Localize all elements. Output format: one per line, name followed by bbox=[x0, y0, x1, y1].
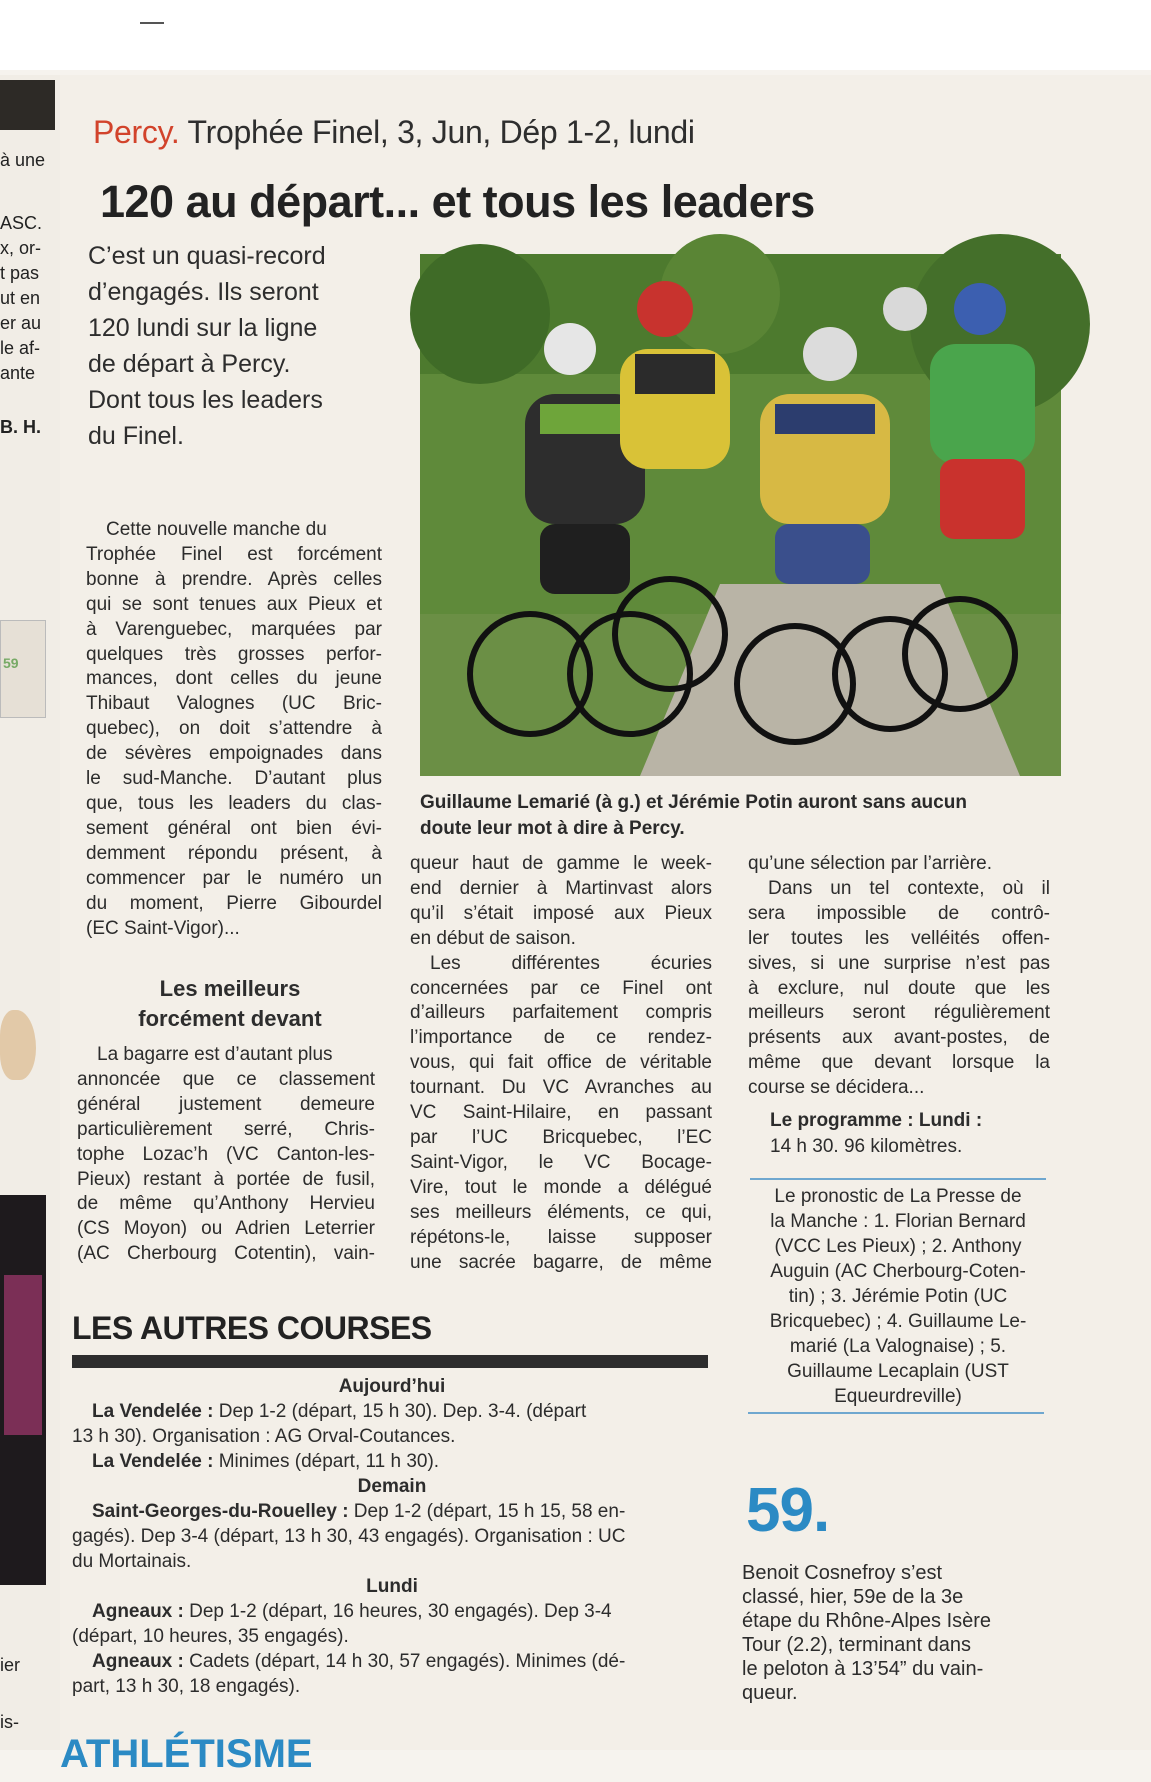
race-details: Dep 1-2 (départ, 15 h 30). Dep. 3-4. (départ bbox=[213, 1401, 587, 1422]
pronostic-line: tin) ; 3. Jérémie Potin (UC bbox=[788, 1286, 1008, 1307]
body-line: qu’une sélection par l’arrière. bbox=[748, 853, 992, 874]
race-details: Minimes (départ, 11 h 30). bbox=[213, 1451, 440, 1472]
body-line: de même qu’Anthony Hervieu bbox=[77, 1193, 375, 1215]
pen-mark bbox=[140, 22, 164, 24]
pronostic-line: Equeurdreville) bbox=[834, 1386, 962, 1407]
body-line: course se décidera... bbox=[748, 1077, 925, 1099]
race-place: Agneaux : bbox=[92, 1601, 184, 1622]
stat-line: le peloton à 13’54” du vain- bbox=[742, 1658, 984, 1680]
lead-line: Dont tous les leaders bbox=[88, 386, 323, 414]
body-line: l’importance de ce rendez- bbox=[410, 1027, 712, 1049]
pronostic-line: Auguin (AC Cherbourg-Coten- bbox=[770, 1261, 1026, 1282]
pronostic-line: Guillaume Lecaplain (UST bbox=[787, 1361, 1009, 1382]
subhead-line: Les meilleurs bbox=[159, 976, 301, 1001]
body-line: demment répondu présent, à bbox=[86, 842, 382, 864]
pronostic-line: la Manche : 1. Florian Bernard bbox=[770, 1211, 1026, 1232]
body-line: répétons-le, laisse supposer bbox=[410, 1226, 712, 1248]
race-entry-cont: du Mortainais. bbox=[72, 1551, 192, 1572]
other-races-title: LES AUTRES COURSES bbox=[72, 1310, 432, 1346]
body-line: ler toutes les velléités offen- bbox=[748, 927, 1050, 949]
pronostic-line: Le pronostic de La Presse de bbox=[774, 1186, 1022, 1207]
race-day: Aujourd’hui bbox=[338, 1376, 446, 1397]
next-section-title: ATHLÉTISME bbox=[60, 1732, 313, 1776]
body-line: ses meilleurs éléments, ce qui, bbox=[410, 1201, 712, 1223]
body-line: de sévères empoignades dans bbox=[86, 743, 382, 765]
left-fragment-bottom-2: is- bbox=[0, 1712, 19, 1732]
stat-line: Benoit Cosnefroy s’est bbox=[742, 1562, 943, 1584]
stat-line: classé, hier, 59e de la 3e bbox=[742, 1586, 964, 1608]
left-ad-number: 59 bbox=[3, 655, 19, 671]
body-line: que, tous les leaders du clas- bbox=[86, 792, 382, 814]
body-line: tournant. Du VC Avranches au bbox=[410, 1077, 712, 1099]
cyclists-photo bbox=[420, 254, 1061, 776]
pronostic-line: (VCC Les Pieux) ; 2. Anthony bbox=[774, 1236, 1022, 1257]
left-fragment-3: ASC. bbox=[0, 213, 43, 233]
race-details: Dep 1-2 (départ, 16 heures, 30 engagés). Dep 3-4 bbox=[183, 1601, 612, 1622]
body-line: mances, dont celles du jeune bbox=[86, 668, 382, 690]
stat-line: queur. bbox=[742, 1682, 798, 1704]
body-line: (EC Saint-Vigor)... bbox=[86, 917, 240, 939]
body-line: end dernier à Martinvast alors bbox=[410, 877, 712, 899]
pronostic-rule-top bbox=[750, 1178, 1046, 1180]
race-entry-cont: (départ, 10 heures, 35 engagés). bbox=[72, 1626, 349, 1647]
body-line: du moment, Pierre Gibourdel bbox=[86, 892, 382, 914]
article-kicker bbox=[93, 114, 695, 151]
body-line: particulièrement serré, Chris- bbox=[77, 1118, 375, 1140]
body-line: présents aux avant-postes, de bbox=[748, 1027, 1050, 1049]
race-entry bbox=[72, 1599, 712, 1624]
race-place: Saint-Georges-du-Rouelley : bbox=[92, 1501, 349, 1522]
lead-line: de départ à Percy. bbox=[88, 350, 291, 378]
body-line: sera impossible de contrô- bbox=[748, 902, 1050, 924]
body-line: Pieux) restant à portée de fusil, bbox=[77, 1168, 375, 1190]
body-line: vous, qui fait office de véritable bbox=[410, 1052, 712, 1074]
race-entry bbox=[72, 1499, 712, 1524]
other-races-list bbox=[72, 1374, 712, 1699]
body-line: une sacrée bagarre, de même bbox=[410, 1251, 712, 1273]
dark-image-fragment bbox=[0, 80, 55, 130]
left-fragment-4: x, or- bbox=[0, 238, 42, 258]
body-line: Cette nouvelle manche du bbox=[106, 519, 327, 540]
body-line: quelques très grosses perfor- bbox=[86, 643, 382, 665]
programme-label: Le programme : Lundi : bbox=[770, 1110, 983, 1131]
left-fragment-8: le af- bbox=[0, 338, 41, 358]
race-entry-cont: part, 13 h 30, 18 engagés). bbox=[72, 1676, 301, 1697]
race-day: Lundi bbox=[366, 1576, 418, 1597]
article-column-1-continued bbox=[77, 1043, 375, 1267]
subhead-line: forcément devant bbox=[138, 1006, 322, 1031]
body-line: quebec), on doit s’attendre à bbox=[86, 718, 382, 740]
body-line: Trophée Finel est forcément bbox=[86, 543, 382, 565]
race-place: La Vendelée : bbox=[92, 1451, 214, 1472]
race-details: Dep 1-2 (départ, 15 h 15, 58 en- bbox=[348, 1501, 626, 1522]
body-line: à exclure, nul doute que les bbox=[748, 977, 1050, 999]
left-fragment-9: ante bbox=[0, 363, 36, 383]
body-line: même que devant lorsque la bbox=[748, 1052, 1050, 1074]
pronostic-line: Bricquebec) ; 4. Guillaume Le- bbox=[769, 1311, 1027, 1332]
body-line: bonne à prendre. Après celles bbox=[86, 568, 382, 590]
race-place: Agneaux : bbox=[92, 1651, 184, 1672]
article-lead bbox=[88, 238, 418, 454]
body-line: concernées par ce Finel ont bbox=[410, 977, 712, 999]
kicker-place: Percy. bbox=[93, 114, 180, 150]
body-line: queur haut de gamme le week- bbox=[410, 853, 712, 874]
body-line: Saint-Vigor, le VC Bocage- bbox=[410, 1151, 712, 1173]
body-line: (AC Cherbourg Cotentin), vain- bbox=[77, 1243, 375, 1265]
race-place: La Vendelée : bbox=[92, 1401, 214, 1422]
body-line: commencer par le numéro un bbox=[86, 867, 382, 889]
body-line: qu’il s’était imposé aux Pieux bbox=[410, 902, 712, 924]
body-line: annoncée que ce classement bbox=[77, 1068, 375, 1090]
article-subhead bbox=[90, 974, 370, 1034]
left-fragment-5: t pas bbox=[0, 263, 40, 283]
programme-text: 14 h 30. 96 kilomètres. bbox=[770, 1136, 963, 1157]
kicker-event: Trophée Finel, 3, Jun, Dép 1-2, lundi bbox=[187, 114, 695, 150]
photo-caption bbox=[420, 790, 1065, 842]
body-line: Dans un tel contexte, où il bbox=[768, 877, 1050, 899]
lead-line: d’engagés. Ils seront bbox=[88, 278, 319, 306]
left-fragment-1: à une bbox=[0, 150, 46, 170]
body-line: tophe Lozac’h (VC Canton-les- bbox=[77, 1143, 375, 1165]
race-entry bbox=[72, 1449, 712, 1474]
pronostic-rule-bottom bbox=[748, 1412, 1044, 1414]
body-line: Thibaut Valognes (UC Bric- bbox=[86, 693, 382, 715]
body-line: à Varenguebec, marquées par bbox=[86, 618, 382, 640]
race-details: Cadets (départ, 14 h 30, 57 engagés). Minimes (dé- bbox=[183, 1651, 626, 1672]
body-line: général justement demeure bbox=[77, 1093, 375, 1115]
lead-line: du Finel. bbox=[88, 422, 184, 450]
body-line: par l’UC Bricquebec, l’EC bbox=[410, 1126, 712, 1148]
race-entry-cont: gagés). Dep 3-4 (départ, 13 h 30, 43 engagés). Organisation : UC bbox=[72, 1526, 626, 1547]
body-line: Vire, tout le monde a délégué bbox=[410, 1176, 712, 1198]
stat-line: Tour (2.2), terminant dans bbox=[742, 1634, 971, 1656]
body-line: Les différentes écuries bbox=[430, 952, 712, 974]
caption-line: Guillaume Lemarié (à g.) et Jérémie Potin auront sans aucun bbox=[420, 792, 967, 813]
lead-line: 120 lundi sur la ligne bbox=[88, 314, 318, 342]
stat-number: 59. bbox=[746, 1476, 830, 1545]
stat-line: étape du Rhône-Alpes Isère bbox=[742, 1610, 992, 1632]
race-entry bbox=[72, 1399, 712, 1424]
body-line: sement général ont bien évi- bbox=[86, 817, 382, 839]
other-races-rule bbox=[72, 1355, 708, 1368]
race-entry-cont: 13 h 30). Organisation : AG Orval-Coutances. bbox=[72, 1426, 456, 1447]
article-column-2 bbox=[410, 852, 712, 1275]
pronostic-box bbox=[748, 1184, 1048, 1409]
left-ad-box bbox=[0, 620, 46, 718]
left-fragment-6: ut en bbox=[0, 288, 41, 308]
body-line: d’ailleurs parfaitement compris bbox=[410, 1002, 712, 1024]
left-photo-fragment bbox=[0, 1195, 46, 1585]
body-line: en début de saison. bbox=[410, 927, 576, 949]
body-line: qui se sont tenues aux Pieux et bbox=[86, 593, 382, 615]
article-headline: 120 au départ... et tous les leaders bbox=[100, 176, 815, 227]
article-column-1 bbox=[86, 518, 382, 941]
pronostic-line: marié (La Valognaise) ; 5. bbox=[789, 1336, 1007, 1357]
caption-line: doute leur mot à dire à Percy. bbox=[420, 818, 685, 839]
body-line: meilleurs seront régulièrement bbox=[748, 1002, 1050, 1024]
stat-note bbox=[742, 1561, 1042, 1705]
scan-top-margin bbox=[0, 0, 1151, 70]
programme bbox=[770, 1108, 982, 1160]
body-line: sives, si une surprise n’est pas bbox=[748, 952, 1050, 974]
body-line: La bagarre est d’autant plus bbox=[97, 1044, 333, 1065]
race-day: Demain bbox=[357, 1476, 427, 1497]
race-entry bbox=[72, 1649, 712, 1674]
cyclists-illustration bbox=[420, 254, 1061, 776]
body-line: (CS Moyon) ou Adrien Leterrier bbox=[77, 1218, 375, 1240]
body-line: VC Saint-Hilaire, en passant bbox=[410, 1102, 712, 1124]
lead-line: C’est un quasi-record bbox=[88, 242, 326, 270]
left-fragment-bottom-1: ier bbox=[0, 1655, 21, 1675]
author-signature: B. H. bbox=[0, 417, 42, 437]
article-column-3 bbox=[748, 852, 1050, 1101]
body-line: le sud-Manche. D’autant plus bbox=[86, 768, 382, 790]
left-fragment-7: er au bbox=[0, 313, 42, 333]
